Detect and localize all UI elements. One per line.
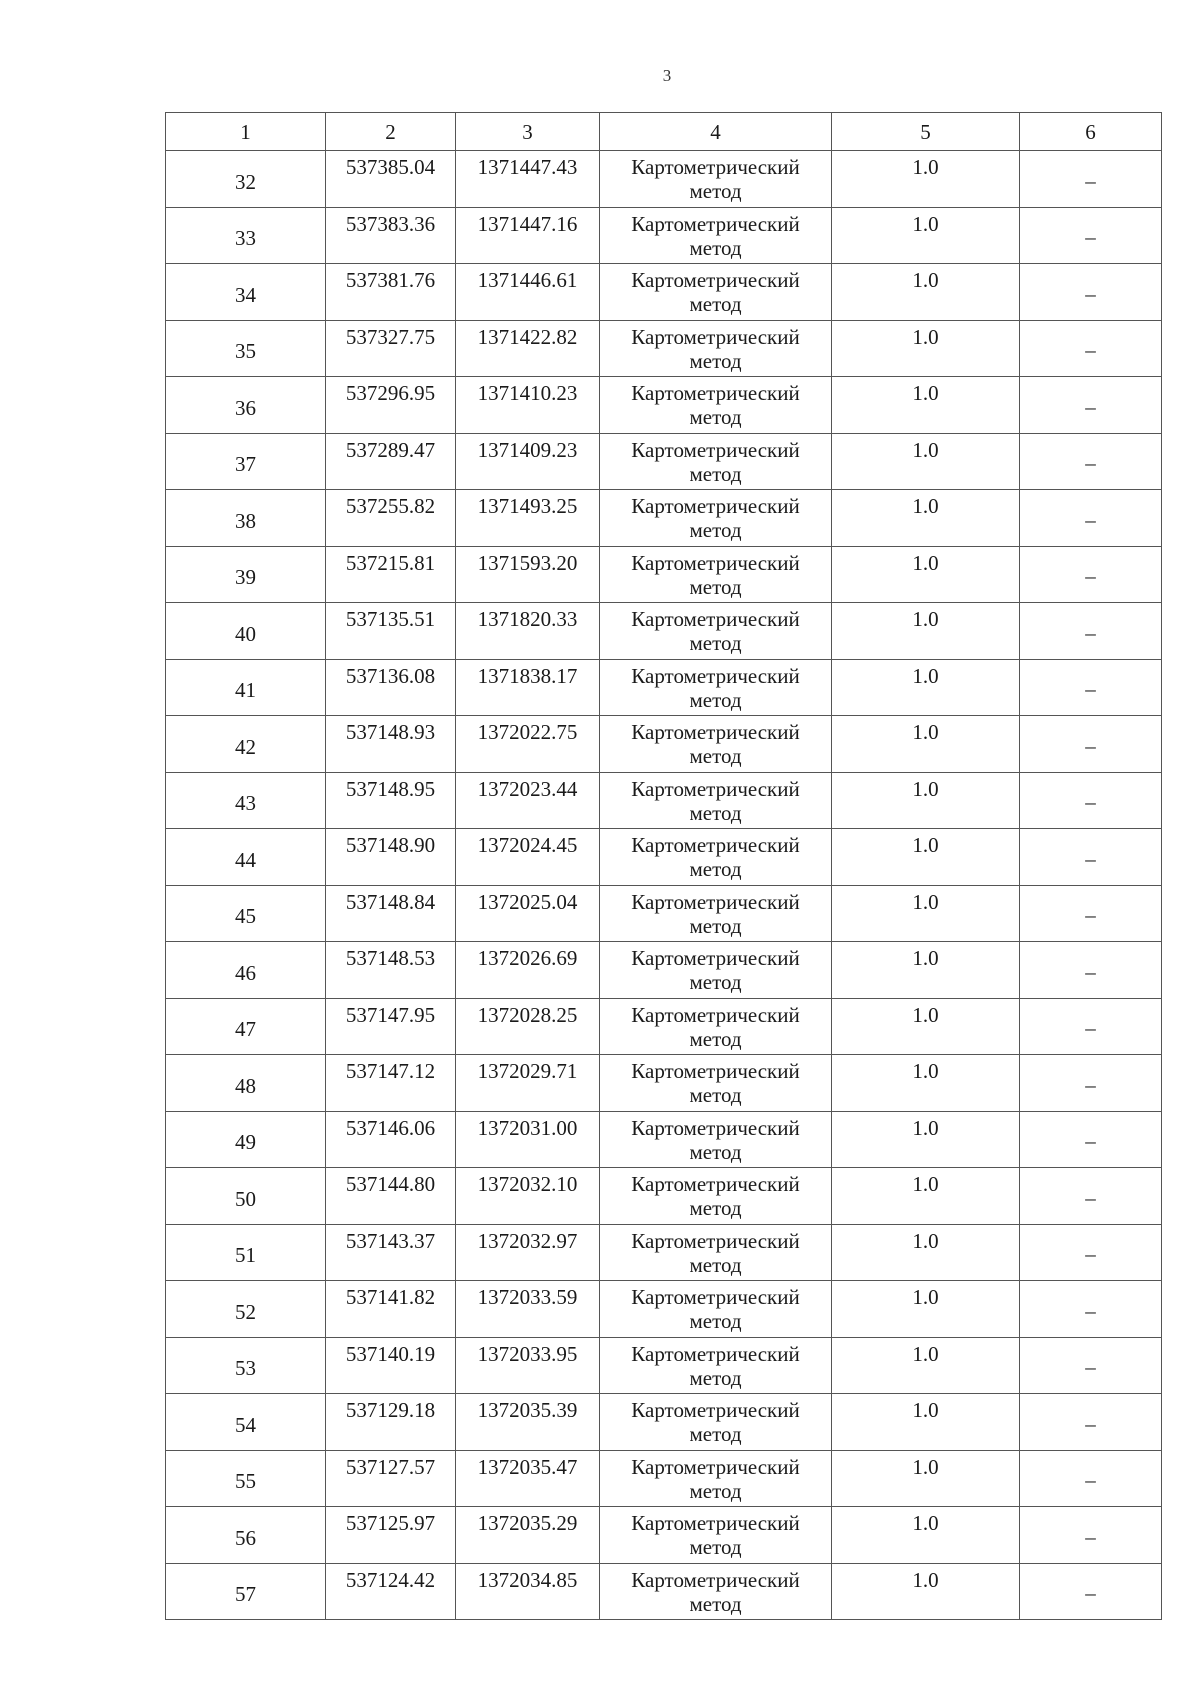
method-cell bbox=[600, 1281, 832, 1338]
table-row bbox=[166, 320, 1162, 377]
note-dash: – bbox=[1020, 151, 1162, 208]
method-cell bbox=[600, 377, 832, 434]
coordinate-x: 537383.36 bbox=[326, 207, 456, 264]
method-line-2: метод bbox=[689, 1252, 742, 1277]
method-line-1: Картометрический bbox=[631, 946, 800, 970]
accuracy-value: 1.0 bbox=[832, 1168, 1020, 1225]
method-line-1: Картометрический bbox=[631, 1341, 800, 1366]
table-row bbox=[166, 659, 1162, 716]
accuracy-value: 1.0 bbox=[832, 659, 1020, 716]
accuracy-value: 1.0 bbox=[832, 151, 1020, 208]
method-cell bbox=[600, 546, 832, 603]
method-cell bbox=[600, 772, 832, 829]
coordinate-x: 537129.18 bbox=[326, 1394, 456, 1451]
method-cell bbox=[600, 1055, 832, 1112]
method-line-1: Картометрический bbox=[631, 1115, 800, 1140]
note-dash: – bbox=[1020, 772, 1162, 829]
note-dash: – bbox=[1020, 1168, 1162, 1225]
note-dash: – bbox=[1020, 1055, 1162, 1112]
point-number: 39 bbox=[166, 546, 326, 603]
point-number: 48 bbox=[166, 1055, 326, 1112]
note-dash: – bbox=[1020, 659, 1162, 716]
header-row bbox=[166, 113, 1162, 151]
method-line-1: Картометрический bbox=[631, 381, 800, 405]
method-line-1: Картометрический bbox=[631, 1228, 800, 1253]
table-header bbox=[166, 113, 1162, 151]
coordinate-y: 1372034.85 bbox=[456, 1563, 600, 1620]
method-cell bbox=[600, 490, 832, 547]
coordinate-y: 1372026.69 bbox=[456, 942, 600, 999]
method-line-2: метод bbox=[689, 574, 742, 599]
accuracy-value: 1.0 bbox=[832, 1224, 1020, 1281]
table-row bbox=[166, 716, 1162, 773]
header-col-3: 3 bbox=[456, 113, 600, 151]
accuracy-value: 1.0 bbox=[832, 490, 1020, 547]
method-cell bbox=[600, 1450, 832, 1507]
point-number: 43 bbox=[166, 772, 326, 829]
method-line-2: метод bbox=[689, 1591, 742, 1616]
method-line-1: Картометрический bbox=[631, 607, 800, 631]
point-number: 35 bbox=[166, 320, 326, 377]
note-dash: – bbox=[1020, 377, 1162, 434]
point-number: 51 bbox=[166, 1224, 326, 1281]
method-line-1: Картометрический bbox=[631, 494, 800, 518]
method-line-2: метод bbox=[689, 235, 742, 260]
point-number: 47 bbox=[166, 998, 326, 1055]
table-row bbox=[166, 1055, 1162, 1112]
method-cell bbox=[600, 1111, 832, 1168]
coordinate-x: 537147.12 bbox=[326, 1055, 456, 1112]
table-row bbox=[166, 1394, 1162, 1451]
table-row bbox=[166, 1224, 1162, 1281]
accuracy-value: 1.0 bbox=[832, 1337, 1020, 1394]
point-number: 50 bbox=[166, 1168, 326, 1225]
method-line-2: метод bbox=[689, 1365, 742, 1390]
coordinate-x: 537381.76 bbox=[326, 264, 456, 321]
method-line-1: Картометрический bbox=[631, 324, 800, 349]
note-dash: – bbox=[1020, 490, 1162, 547]
method-line-1: Картометрический bbox=[631, 1172, 800, 1196]
page-number: 3 bbox=[662, 66, 672, 85]
note-dash: – bbox=[1020, 716, 1162, 773]
coordinate-x: 537135.51 bbox=[326, 603, 456, 660]
coordinate-y: 1372025.04 bbox=[456, 885, 600, 942]
accuracy-value: 1.0 bbox=[832, 1563, 1020, 1620]
method-line-1: Картометрический bbox=[631, 550, 800, 575]
accuracy-value: 1.0 bbox=[832, 1055, 1020, 1112]
note-dash: – bbox=[1020, 603, 1162, 660]
method-line-2: метод bbox=[689, 461, 742, 486]
note-dash: – bbox=[1020, 1507, 1162, 1564]
table-row bbox=[166, 433, 1162, 490]
coordinate-y: 1372033.95 bbox=[456, 1337, 600, 1394]
method-line-1: Картометрический bbox=[631, 776, 800, 801]
method-line-2: метод bbox=[689, 518, 742, 542]
coordinate-y: 1371820.33 bbox=[456, 603, 600, 660]
note-dash: – bbox=[1020, 1111, 1162, 1168]
method-line-2: метод bbox=[689, 913, 742, 938]
method-cell bbox=[600, 885, 832, 942]
note-dash: – bbox=[1020, 942, 1162, 999]
method-line-1: Картометрический bbox=[631, 889, 800, 914]
coordinate-y: 1372028.25 bbox=[456, 998, 600, 1055]
coordinate-x: 537146.06 bbox=[326, 1111, 456, 1168]
coordinate-x: 537296.95 bbox=[326, 377, 456, 434]
coordinate-x: 537148.95 bbox=[326, 772, 456, 829]
accuracy-value: 1.0 bbox=[832, 942, 1020, 999]
method-cell bbox=[600, 1507, 832, 1564]
method-line-1: Картометрический bbox=[631, 833, 800, 857]
accuracy-value: 1.0 bbox=[832, 1281, 1020, 1338]
table-row bbox=[166, 1337, 1162, 1394]
coordinate-y: 1371447.43 bbox=[456, 151, 600, 208]
method-line-2: метод bbox=[689, 1196, 742, 1220]
method-line-1: Картометрический bbox=[631, 1002, 800, 1027]
coordinate-x: 537215.81 bbox=[326, 546, 456, 603]
header-col-5: 5 bbox=[832, 113, 1020, 151]
table-row bbox=[166, 772, 1162, 829]
point-number: 45 bbox=[166, 885, 326, 942]
accuracy-value: 1.0 bbox=[832, 1450, 1020, 1507]
method-line-2: метод bbox=[689, 1535, 742, 1559]
coordinate-x: 537125.97 bbox=[326, 1507, 456, 1564]
coordinate-x: 537148.90 bbox=[326, 829, 456, 886]
accuracy-value: 1.0 bbox=[832, 433, 1020, 490]
method-line-2: метод bbox=[689, 631, 742, 655]
method-line-2: метод bbox=[689, 292, 742, 316]
coordinate-y: 1371409.23 bbox=[456, 433, 600, 490]
coordinate-x: 537140.19 bbox=[326, 1337, 456, 1394]
method-cell bbox=[600, 1168, 832, 1225]
method-cell bbox=[600, 320, 832, 377]
coordinate-x: 537127.57 bbox=[326, 1450, 456, 1507]
point-number: 44 bbox=[166, 829, 326, 886]
table-row bbox=[166, 1507, 1162, 1564]
point-number: 46 bbox=[166, 942, 326, 999]
table-row bbox=[166, 1450, 1162, 1507]
coordinate-x: 537144.80 bbox=[326, 1168, 456, 1225]
coordinate-y: 1372024.45 bbox=[456, 829, 600, 886]
table-row bbox=[166, 1563, 1162, 1620]
coordinate-x: 537143.37 bbox=[326, 1224, 456, 1281]
note-dash: – bbox=[1020, 207, 1162, 264]
method-line-2: метод bbox=[689, 1478, 742, 1503]
method-cell bbox=[600, 1563, 832, 1620]
coordinate-x: 537385.04 bbox=[326, 151, 456, 208]
coordinate-y: 1371493.25 bbox=[456, 490, 600, 547]
note-dash: – bbox=[1020, 1281, 1162, 1338]
accuracy-value: 1.0 bbox=[832, 772, 1020, 829]
accuracy-value: 1.0 bbox=[832, 885, 1020, 942]
note-dash: – bbox=[1020, 829, 1162, 886]
coordinate-y: 1372031.00 bbox=[456, 1111, 600, 1168]
note-dash: – bbox=[1020, 320, 1162, 377]
method-line-2: метод bbox=[689, 1309, 742, 1333]
method-line-2: метод bbox=[689, 857, 742, 881]
header-col-6: 6 bbox=[1020, 113, 1162, 151]
method-cell bbox=[600, 151, 832, 208]
accuracy-value: 1.0 bbox=[832, 320, 1020, 377]
table-body bbox=[166, 151, 1162, 1620]
method-line-2: метод bbox=[689, 1026, 742, 1051]
method-line-2: метод bbox=[689, 348, 742, 373]
point-number: 32 bbox=[166, 151, 326, 208]
note-dash: – bbox=[1020, 264, 1162, 321]
table-row bbox=[166, 490, 1162, 547]
table-row bbox=[166, 885, 1162, 942]
coordinate-y: 1371446.61 bbox=[456, 264, 600, 321]
note-dash: – bbox=[1020, 998, 1162, 1055]
accuracy-value: 1.0 bbox=[832, 1111, 1020, 1168]
note-dash: – bbox=[1020, 885, 1162, 942]
method-line-1: Картометрический bbox=[631, 437, 800, 462]
coordinates-table bbox=[165, 112, 1162, 1620]
point-number: 53 bbox=[166, 1337, 326, 1394]
method-cell bbox=[600, 942, 832, 999]
coordinate-x: 537141.82 bbox=[326, 1281, 456, 1338]
point-number: 40 bbox=[166, 603, 326, 660]
point-number: 41 bbox=[166, 659, 326, 716]
header-col-1: 1 bbox=[166, 113, 326, 151]
coordinate-y: 1372022.75 bbox=[456, 716, 600, 773]
table-row bbox=[166, 546, 1162, 603]
coordinate-y: 1372032.10 bbox=[456, 1168, 600, 1225]
method-line-1: Картометрический bbox=[631, 1567, 800, 1592]
method-line-1: Картометрический bbox=[631, 268, 800, 292]
method-line-1: Картометрический bbox=[631, 1454, 800, 1479]
header-col-2: 2 bbox=[326, 113, 456, 151]
method-line-1: Картометрический bbox=[631, 663, 800, 688]
point-number: 55 bbox=[166, 1450, 326, 1507]
accuracy-value: 1.0 bbox=[832, 207, 1020, 264]
coordinate-y: 1372029.71 bbox=[456, 1055, 600, 1112]
method-cell bbox=[600, 1224, 832, 1281]
accuracy-value: 1.0 bbox=[832, 716, 1020, 773]
coordinate-x: 537124.42 bbox=[326, 1563, 456, 1620]
table-row bbox=[166, 1281, 1162, 1338]
method-cell bbox=[600, 603, 832, 660]
method-cell bbox=[600, 829, 832, 886]
point-number: 34 bbox=[166, 264, 326, 321]
coordinate-x: 537148.53 bbox=[326, 942, 456, 999]
point-number: 56 bbox=[166, 1507, 326, 1564]
method-cell bbox=[600, 1337, 832, 1394]
accuracy-value: 1.0 bbox=[832, 264, 1020, 321]
point-number: 38 bbox=[166, 490, 326, 547]
accuracy-value: 1.0 bbox=[832, 829, 1020, 886]
accuracy-value: 1.0 bbox=[832, 998, 1020, 1055]
header-col-4: 4 bbox=[600, 113, 832, 151]
method-cell bbox=[600, 433, 832, 490]
method-line-1: Картометрический bbox=[631, 1285, 800, 1309]
table-row bbox=[166, 151, 1162, 208]
point-number: 37 bbox=[166, 433, 326, 490]
method-line-2: метод bbox=[689, 744, 742, 768]
method-line-1: Картометрический bbox=[631, 1511, 800, 1535]
method-line-2: метод bbox=[689, 800, 742, 825]
method-cell bbox=[600, 1394, 832, 1451]
point-number: 33 bbox=[166, 207, 326, 264]
coordinate-y: 1371422.82 bbox=[456, 320, 600, 377]
note-dash: – bbox=[1020, 1563, 1162, 1620]
method-line-1: Картометрический bbox=[631, 1059, 800, 1083]
point-number: 52 bbox=[166, 1281, 326, 1338]
point-number: 54 bbox=[166, 1394, 326, 1451]
coordinate-y: 1372035.47 bbox=[456, 1450, 600, 1507]
coordinate-x: 537136.08 bbox=[326, 659, 456, 716]
table-row bbox=[166, 377, 1162, 434]
method-line-1: Картометрический bbox=[631, 1398, 800, 1422]
point-number: 42 bbox=[166, 716, 326, 773]
table-row bbox=[166, 1111, 1162, 1168]
table-row bbox=[166, 1168, 1162, 1225]
coordinate-y: 1371447.16 bbox=[456, 207, 600, 264]
accuracy-value: 1.0 bbox=[832, 377, 1020, 434]
method-line-2: метод bbox=[689, 1139, 742, 1164]
coordinate-y: 1372035.29 bbox=[456, 1507, 600, 1564]
point-number: 36 bbox=[166, 377, 326, 434]
point-number: 57 bbox=[166, 1563, 326, 1620]
coordinate-x: 537148.84 bbox=[326, 885, 456, 942]
note-dash: – bbox=[1020, 1394, 1162, 1451]
note-dash: – bbox=[1020, 1450, 1162, 1507]
note-dash: – bbox=[1020, 433, 1162, 490]
accuracy-value: 1.0 bbox=[832, 1394, 1020, 1451]
method-cell bbox=[600, 998, 832, 1055]
coordinate-y: 1372032.97 bbox=[456, 1224, 600, 1281]
coordinate-y: 1372033.59 bbox=[456, 1281, 600, 1338]
accuracy-value: 1.0 bbox=[832, 603, 1020, 660]
coordinate-x: 537255.82 bbox=[326, 490, 456, 547]
note-dash: – bbox=[1020, 546, 1162, 603]
coordinate-y: 1372035.39 bbox=[456, 1394, 600, 1451]
coordinate-x: 537327.75 bbox=[326, 320, 456, 377]
table-row bbox=[166, 942, 1162, 999]
coordinate-y: 1371838.17 bbox=[456, 659, 600, 716]
coordinate-x: 537147.95 bbox=[326, 998, 456, 1055]
method-cell bbox=[600, 659, 832, 716]
coordinate-y: 1371410.23 bbox=[456, 377, 600, 434]
table-row bbox=[166, 264, 1162, 321]
note-dash: – bbox=[1020, 1337, 1162, 1394]
table-row bbox=[166, 603, 1162, 660]
method-line-2: метод bbox=[689, 1083, 742, 1107]
method-cell bbox=[600, 207, 832, 264]
method-line-2: метод bbox=[689, 970, 742, 994]
table-row bbox=[166, 207, 1162, 264]
coordinate-x: 537289.47 bbox=[326, 433, 456, 490]
method-line-1: Картометрический bbox=[631, 720, 800, 744]
table-row bbox=[166, 998, 1162, 1055]
accuracy-value: 1.0 bbox=[832, 546, 1020, 603]
accuracy-value: 1.0 bbox=[832, 1507, 1020, 1564]
note-dash: – bbox=[1020, 1224, 1162, 1281]
coordinate-y: 1372023.44 bbox=[456, 772, 600, 829]
method-line-1: Картометрический bbox=[631, 211, 800, 236]
method-cell bbox=[600, 716, 832, 773]
coordinate-y: 1371593.20 bbox=[456, 546, 600, 603]
method-line-2: метод bbox=[689, 1422, 742, 1446]
method-line-1: Картометрический bbox=[631, 155, 800, 179]
method-line-2: метод bbox=[689, 405, 742, 429]
table-row bbox=[166, 829, 1162, 886]
method-line-2: метод bbox=[689, 179, 742, 203]
point-number: 49 bbox=[166, 1111, 326, 1168]
method-cell bbox=[600, 264, 832, 321]
coordinate-x: 537148.93 bbox=[326, 716, 456, 773]
method-line-2: метод bbox=[689, 687, 742, 712]
